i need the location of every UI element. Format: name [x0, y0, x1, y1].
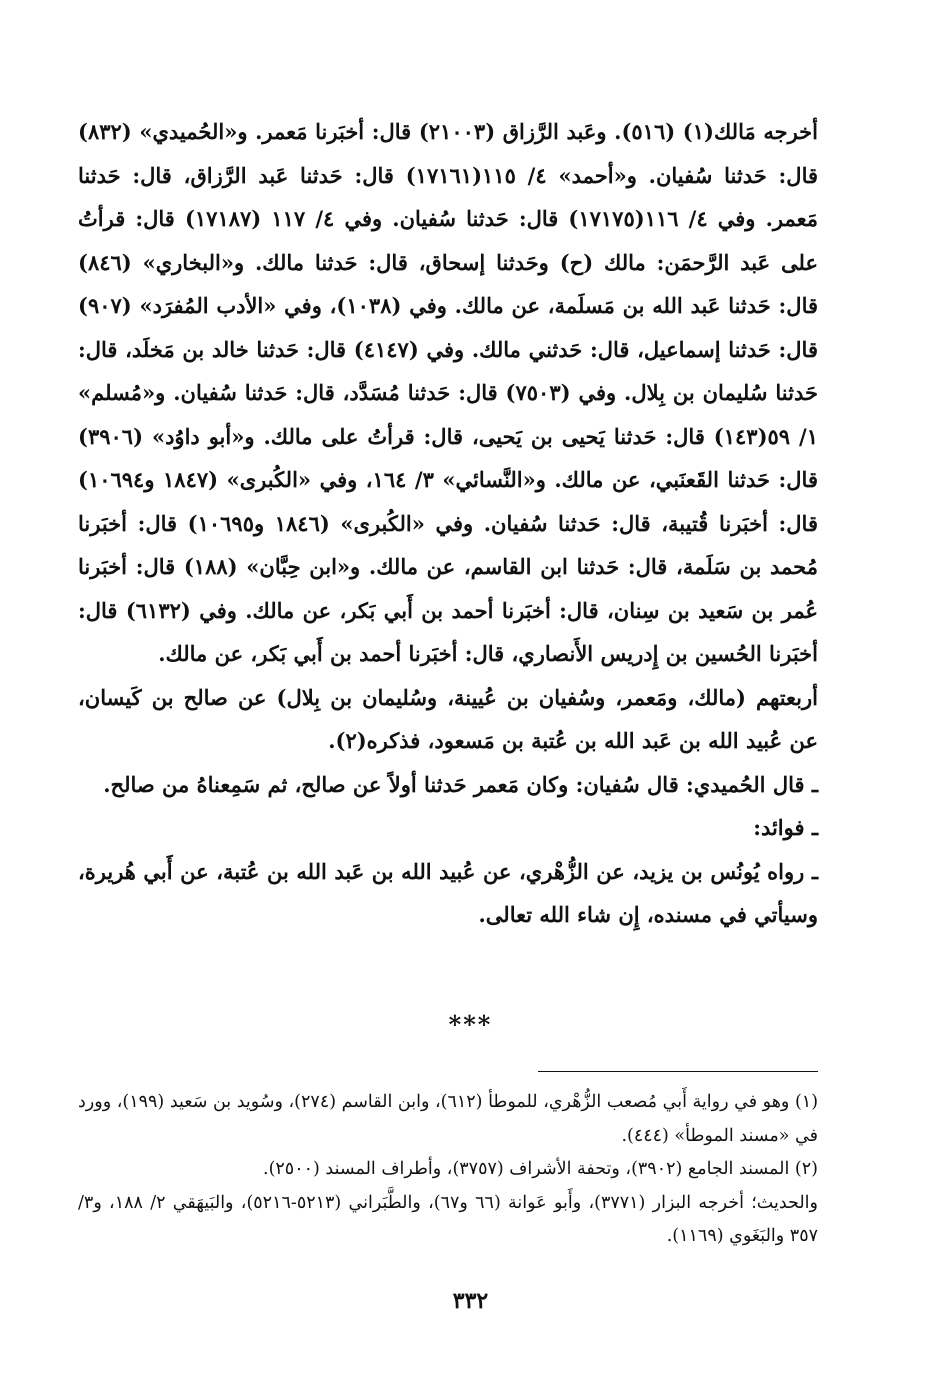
- paragraph-arbaatuhum: أربعتهم (مالك، ومَعمر، وسُفيان بن عُيينة، وسُليمان بن بِلال) عن صالح بن كَيسان، عن عُبيد الله بن عَبد الله بن عُتبة بن مَسعود، فذكره(٢).: [78, 684, 818, 753]
- footnote-divider: [538, 1071, 818, 1072]
- heading-fawaid: ـ فوائد:: [753, 815, 818, 840]
- footnote-2: (٢) المسند الجامع (٣٩٠٢)، وتحفة الأشراف (٣٧٥٧)، وأطراف المسند (٢٥٠٠).: [263, 1159, 818, 1179]
- paragraph-takhrij: أخرجه مَالك(١) (٥١٦). وعَبد الرَّزاق (٢١٠٠٣) قال: أخبَرنا مَعمر. و«الحُميدي» (٨٣٢) قال: حَدثنا سُفيان. و«أحمد» ٤/ ١١٥(١٧١٦١) قال: حَدثنا عَبد الرَّزاق، قال: حَدثنا مَعمر. وفي ٤/ ١١٦(١٧١٧٥) قال: حَدثنا سُفيان. وفي ٤/ ١١٧ (١٧١٨٧) قال: قرأتُ على عَبد الرَّحمَن: مالك (ح) وحَدثنا إسحاق، قال: حَدثنا مالك. و«البخاري» (٨٤٦) قال: حَدثنا عَبد الله بن مَسلَمة، عن مالك. وفي (١٠٣٨)، وفي «الأدب المُفرَد» (٩٠٧) قال: حَدثنا إسماعيل، قال: حَدثني مالك. وفي (٤١٤٧) قال: حَدثنا خالد بن مَخلَد، قال: حَدثنا سُليمان بن بِلال. وفي (٧٥٠٣) قال: حَدثنا مُسَدَّد، قال: حَدثنا سُفيان. و«مُسلم» ١/ ٥٩(١٤٣) قال: حَدثنا يَحيى بن يَحيى، قال: قرأتُ على مالك. و«أبو داوُد» (٣٩٠٦) قال: حَدثنا القَعنَبي، عن مالك. و«النَّسائي» ٣/ ١٦٤، وفي «الكُبرى» (١٨٤٧ و١٠٦٩٤) قال: أخبَرنا قُتيبة، قال: حَدثنا سُفيان. وفي «الكُبرى» (١٨٤٦ و١٠٦٩٥) قال: أخبَرنا مُحمد بن سَلَمة، قال: حَدثنا ابن القاسم، عن مالك. و«ابن حِبَّان» (١٨٨) قال: أخبَرنا عُمر بن سَعيد بن سِنان، قال: أخبَرنا أحمد بن أَبي بَكر، عن مالك. وفي (٦١٣٢) قال: أخبَرنا الحُسين بن إِدريس الأَنصاري، قال: أخبَرنا أحمد بن أَبي بَكر، عن مالك.: [78, 119, 819, 666]
- footnote-2-continued: والحديث؛ أخرجه البزار (٣٧٧١)، وأَبو عَوانة (٦٦ و٦٧)، والطَّبَراني (٥٢١٣-٥٢١٦)، والبَيهَقي ٢/ ١٨٨، و٣/ ٣٥٧ والبَغَوي (١١٦٩).: [78, 1192, 818, 1246]
- footnote-1: (١) وهو في رواية أَبي مُصعب الزُّهْري، للموطأ (٦١٢)، وابن القاسم (٢٧٤)، وسُويد بن سَعيد (١٩٩)، وورد في «مسند الموطأ» (٤٤٤).: [78, 1092, 819, 1146]
- paragraph-humaydi-note: ـ قال الحُميدي: قال سُفيان: وكان مَعمر حَدثنا أولاً عن صالح، ثم سَمِعناهُ من صالح.: [103, 771, 818, 797]
- page-number: ٣٣٢: [452, 1288, 489, 1314]
- main-text-block: [78, 110, 818, 937]
- paragraph-riwayat-yunus: ـ رواه يُونُس بن يزيد، عن الزُّهْري، عن عُبيد الله بن عَبد الله بن عُتبة، عن أَبي هُريرة، وسيأتي في مسنده، إِن شاء الله تعالى.: [78, 858, 818, 927]
- footnotes-block: [78, 1086, 818, 1254]
- section-separator: ***: [448, 1010, 493, 1039]
